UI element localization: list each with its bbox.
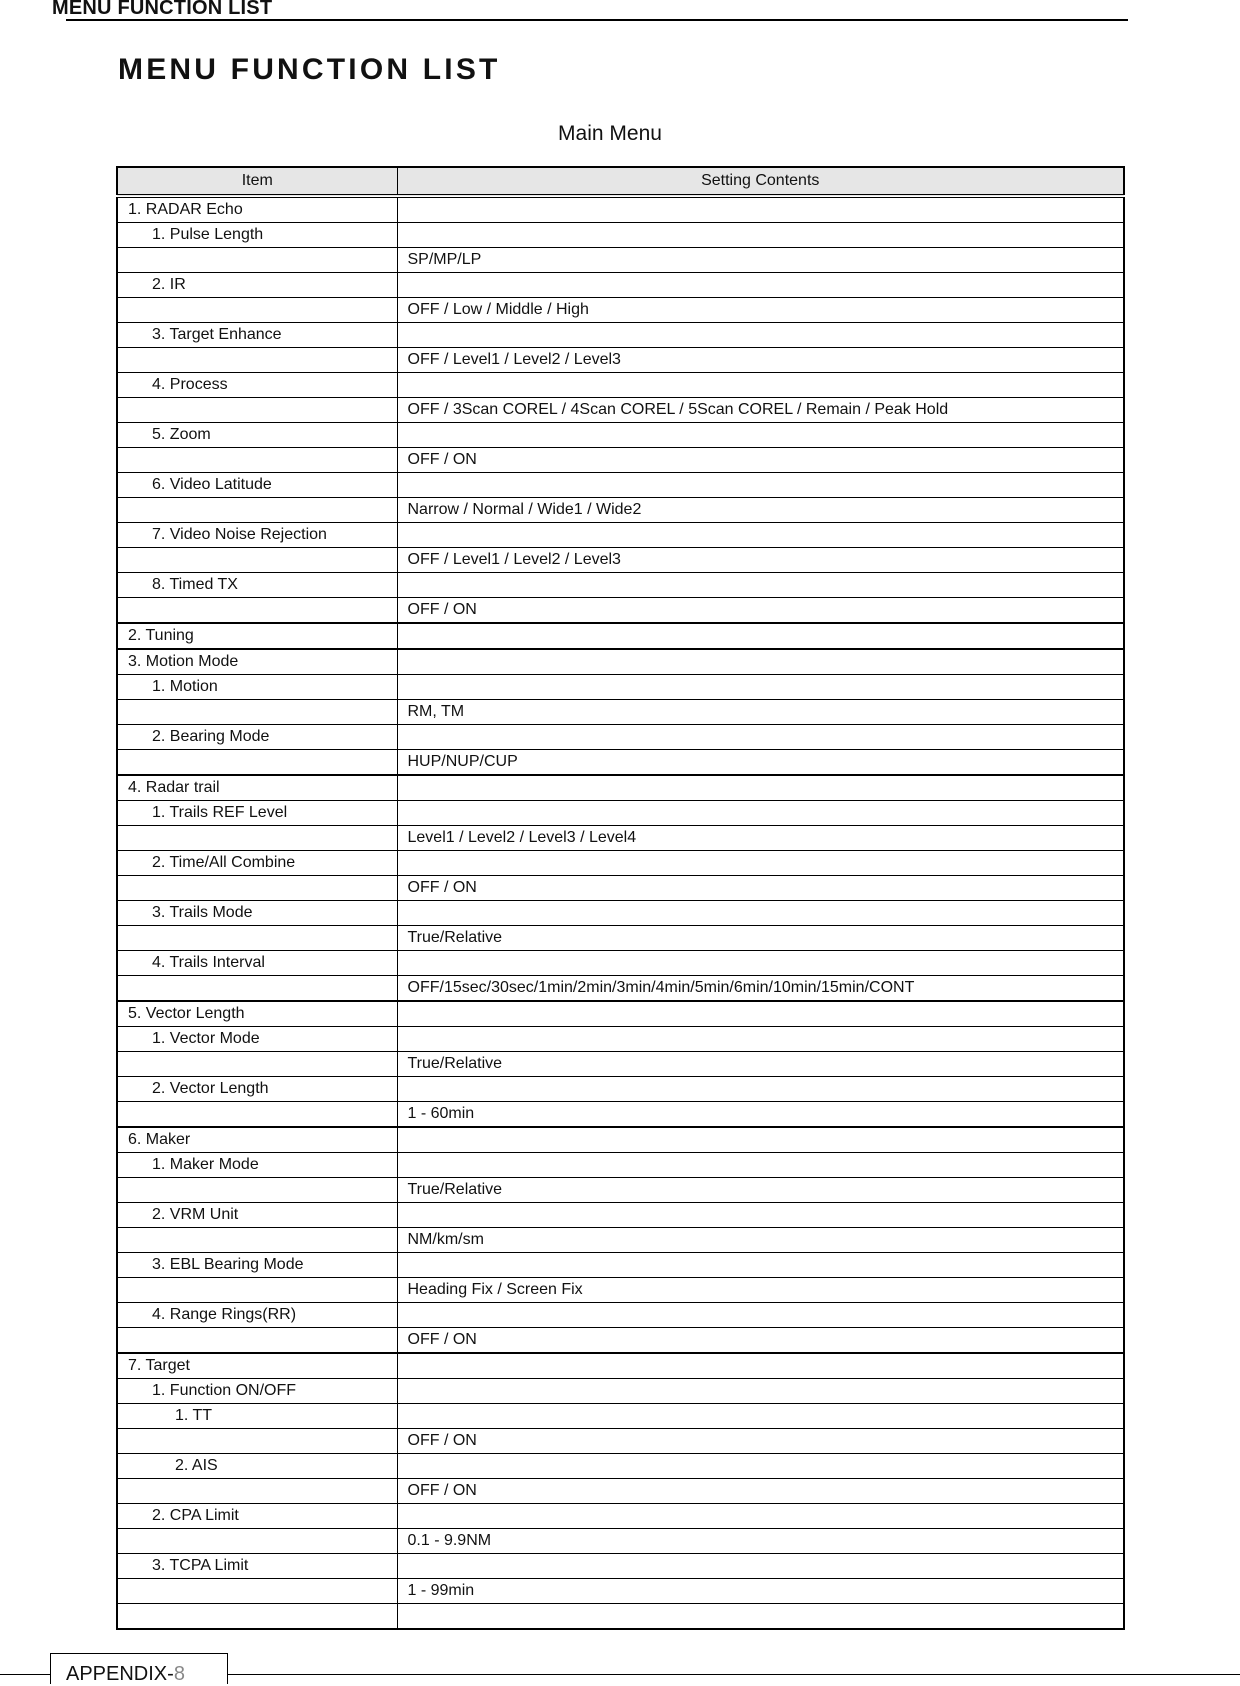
menu-item-cell [117, 1052, 397, 1077]
menu-item-cell [117, 398, 397, 423]
table-row [117, 801, 1124, 826]
setting-contents-cell: Level1 / Level2 / Level3 / Level4 [397, 826, 1124, 851]
menu-item-cell: 4. Process [117, 373, 397, 398]
setting-contents-cell [397, 851, 1124, 876]
setting-contents-cell [397, 1203, 1124, 1228]
setting-contents-cell: True/Relative [397, 1178, 1124, 1203]
setting-contents-cell [397, 623, 1124, 649]
setting-contents-cell [397, 323, 1124, 348]
menu-item-cell [117, 876, 397, 901]
table-row [117, 1228, 1124, 1253]
setting-contents-cell [397, 196, 1124, 223]
table-row [117, 448, 1124, 473]
menu-item-cell [117, 1228, 397, 1253]
menu-item-cell: 4. Trails Interval [117, 951, 397, 976]
setting-contents-cell: True/Relative [397, 1052, 1124, 1077]
setting-contents-cell: OFF/15sec/30sec/1min/2min/3min/4min/5min/6min/10min/15min/CONT [397, 976, 1124, 1002]
table-row [117, 675, 1124, 700]
column-header-setting: Setting Contents [397, 167, 1124, 196]
page-label [66, 1663, 185, 1686]
table-row [117, 851, 1124, 876]
menu-item-cell: 2. VRM Unit [117, 1203, 397, 1228]
table-row [117, 1052, 1124, 1077]
table-row [117, 1127, 1124, 1153]
table-row [117, 876, 1124, 901]
setting-contents-cell [397, 1001, 1124, 1027]
table-row [117, 1579, 1124, 1604]
setting-contents-cell: OFF / ON [397, 598, 1124, 624]
menu-item-cell [117, 926, 397, 951]
setting-contents-cell [397, 273, 1124, 298]
table-header-row [117, 167, 1124, 196]
menu-function-table [116, 166, 1125, 1630]
setting-contents-cell [397, 725, 1124, 750]
table-row [117, 775, 1124, 801]
table-row [117, 926, 1124, 951]
page-number: 8 [173, 1663, 185, 1685]
menu-item-cell [117, 448, 397, 473]
setting-contents-cell [397, 1554, 1124, 1579]
menu-item-cell [117, 248, 397, 273]
menu-item-cell: 7. Target [117, 1353, 397, 1379]
table-row [117, 473, 1124, 498]
menu-item-cell: 4. Radar trail [117, 775, 397, 801]
menu-item-cell [117, 1529, 397, 1554]
table-row [117, 1404, 1124, 1429]
menu-item-cell: 2. CPA Limit [117, 1504, 397, 1529]
table-row [117, 1429, 1124, 1454]
menu-item-cell: 5. Zoom [117, 423, 397, 448]
table-row [117, 273, 1124, 298]
menu-item-cell: 3. Target Enhance [117, 323, 397, 348]
table-row [117, 1529, 1124, 1554]
setting-contents-cell: SP/MP/LP [397, 248, 1124, 273]
table-caption: Main Menu [558, 122, 662, 145]
setting-contents-cell: OFF / ON [397, 876, 1124, 901]
menu-item-cell [117, 826, 397, 851]
setting-contents-cell [397, 775, 1124, 801]
setting-contents-cell [397, 1077, 1124, 1102]
menu-item-cell: 4. Range Rings(RR) [117, 1303, 397, 1328]
setting-contents-cell [397, 1303, 1124, 1328]
table-row [117, 298, 1124, 323]
table-row [117, 573, 1124, 598]
menu-item-cell [117, 700, 397, 725]
table-row [117, 1001, 1124, 1027]
setting-contents-cell: RM, TM [397, 700, 1124, 725]
setting-contents-cell: NM/km/sm [397, 1228, 1124, 1253]
menu-item-cell: 8. Timed TX [117, 573, 397, 598]
table-row [117, 649, 1124, 675]
menu-item-cell [117, 498, 397, 523]
menu-item-cell [117, 1178, 397, 1203]
table-row [117, 1479, 1124, 1504]
menu-item-cell: 3. EBL Bearing Mode [117, 1253, 397, 1278]
table-row [117, 1328, 1124, 1354]
setting-contents-cell [397, 901, 1124, 926]
setting-contents-cell [397, 1404, 1124, 1429]
menu-item-cell: 1. Trails REF Level [117, 801, 397, 826]
table-row [117, 1253, 1124, 1278]
menu-item-cell: 2. IR [117, 273, 397, 298]
page-title: MENU FUNCTION LIST [118, 53, 501, 86]
setting-contents-cell: 1 - 60min [397, 1102, 1124, 1128]
setting-contents-cell [397, 1353, 1124, 1379]
table-row [117, 826, 1124, 851]
setting-contents-cell [397, 801, 1124, 826]
setting-contents-cell [397, 1253, 1124, 1278]
setting-contents-cell: OFF / Level1 / Level2 / Level3 [397, 548, 1124, 573]
table-row [117, 1278, 1124, 1303]
setting-contents-cell: 1 - 99min [397, 1579, 1124, 1604]
table-row [117, 423, 1124, 448]
setting-contents-cell: 0.1 - 9.9NM [397, 1529, 1124, 1554]
setting-contents-cell [397, 473, 1124, 498]
setting-contents-cell [397, 1454, 1124, 1479]
table-row [117, 750, 1124, 776]
table-row [117, 398, 1124, 423]
menu-item-cell: 1. Pulse Length [117, 223, 397, 248]
menu-item-cell [117, 1579, 397, 1604]
table-row [117, 951, 1124, 976]
setting-contents-cell [397, 1504, 1124, 1529]
setting-contents-cell: OFF / ON [397, 1429, 1124, 1454]
menu-item-cell [117, 348, 397, 373]
table-row [117, 1178, 1124, 1203]
setting-contents-cell: True/Relative [397, 926, 1124, 951]
setting-contents-cell [397, 1127, 1124, 1153]
setting-contents-cell [397, 373, 1124, 398]
menu-item-cell [117, 1479, 397, 1504]
setting-contents-cell: HUP/NUP/CUP [397, 750, 1124, 776]
table-row [117, 523, 1124, 548]
table-row [117, 1353, 1124, 1379]
menu-item-cell: 5. Vector Length [117, 1001, 397, 1027]
menu-item-cell [117, 548, 397, 573]
table-row [117, 348, 1124, 373]
setting-contents-cell: Narrow / Normal / Wide1 / Wide2 [397, 498, 1124, 523]
setting-contents-cell: OFF / ON [397, 1479, 1124, 1504]
setting-contents-cell [397, 951, 1124, 976]
table-row [117, 700, 1124, 725]
table-row [117, 1203, 1124, 1228]
setting-contents-cell [397, 573, 1124, 598]
table-row [117, 725, 1124, 750]
menu-item-cell: 2. AIS [117, 1454, 397, 1479]
table-row [117, 323, 1124, 348]
menu-item-cell [117, 1429, 397, 1454]
menu-item-cell: 2. Bearing Mode [117, 725, 397, 750]
setting-contents-cell [397, 423, 1124, 448]
table-row [117, 1077, 1124, 1102]
table-row [117, 498, 1124, 523]
table-row [117, 623, 1124, 649]
table-row [117, 1153, 1124, 1178]
table-row [117, 1102, 1124, 1128]
menu-item-cell: 7. Video Noise Rejection [117, 523, 397, 548]
menu-item-cell: 2. Vector Length [117, 1077, 397, 1102]
menu-item-cell: 1. Vector Mode [117, 1027, 397, 1052]
table-row [117, 1554, 1124, 1579]
table-row [117, 1379, 1124, 1404]
menu-item-cell [117, 1328, 397, 1354]
menu-item-cell: 3. Motion Mode [117, 649, 397, 675]
setting-contents-cell: OFF / Low / Middle / High [397, 298, 1124, 323]
table-row [117, 548, 1124, 573]
setting-contents-cell: OFF / ON [397, 448, 1124, 473]
page-prefix: APPENDIX- [66, 1663, 174, 1685]
menu-item-cell [117, 298, 397, 323]
menu-item-cell [117, 1102, 397, 1128]
setting-contents-cell [397, 523, 1124, 548]
menu-item-cell: 1. Maker Mode [117, 1153, 397, 1178]
setting-contents-cell: OFF / Level1 / Level2 / Level3 [397, 348, 1124, 373]
table-row [117, 976, 1124, 1002]
setting-contents-cell: OFF / ON [397, 1328, 1124, 1354]
menu-item-cell [117, 1604, 397, 1630]
setting-contents-cell [397, 1153, 1124, 1178]
setting-contents-cell [397, 649, 1124, 675]
table-row [117, 901, 1124, 926]
table-row [117, 1303, 1124, 1328]
setting-contents-cell [397, 1604, 1124, 1630]
table-row [117, 248, 1124, 273]
running-header: MENU FUNCTION LIST [52, 0, 273, 19]
table-row [117, 1504, 1124, 1529]
setting-contents-cell [397, 223, 1124, 248]
menu-item-cell [117, 976, 397, 1002]
table-row [117, 1604, 1124, 1630]
menu-item-cell: 1. Motion [117, 675, 397, 700]
menu-item-cell: 2. Tuning [117, 623, 397, 649]
menu-item-cell: 6. Video Latitude [117, 473, 397, 498]
table-row [117, 373, 1124, 398]
menu-item-cell: 3. Trails Mode [117, 901, 397, 926]
table-body [117, 196, 1124, 1629]
column-header-item: Item [117, 167, 397, 196]
setting-contents-cell [397, 1379, 1124, 1404]
menu-item-cell: 1. TT [117, 1404, 397, 1429]
header-rule [66, 19, 1128, 21]
setting-contents-cell [397, 675, 1124, 700]
menu-item-cell: 1. Function ON/OFF [117, 1379, 397, 1404]
menu-item-cell [117, 750, 397, 776]
menu-item-cell [117, 1278, 397, 1303]
menu-item-cell [117, 598, 397, 624]
menu-item-cell: 6. Maker [117, 1127, 397, 1153]
table-row [117, 1454, 1124, 1479]
setting-contents-cell [397, 1027, 1124, 1052]
menu-item-cell: 1. RADAR Echo [117, 196, 397, 223]
table-row [117, 223, 1124, 248]
menu-item-cell: 2. Time/All Combine [117, 851, 397, 876]
setting-contents-cell: Heading Fix / Screen Fix [397, 1278, 1124, 1303]
table-row [117, 598, 1124, 624]
table-row [117, 196, 1124, 223]
table-row [117, 1027, 1124, 1052]
menu-item-cell: 3. TCPA Limit [117, 1554, 397, 1579]
setting-contents-cell: OFF / 3Scan COREL / 4Scan COREL / 5Scan COREL / Remain / Peak Hold [397, 398, 1124, 423]
